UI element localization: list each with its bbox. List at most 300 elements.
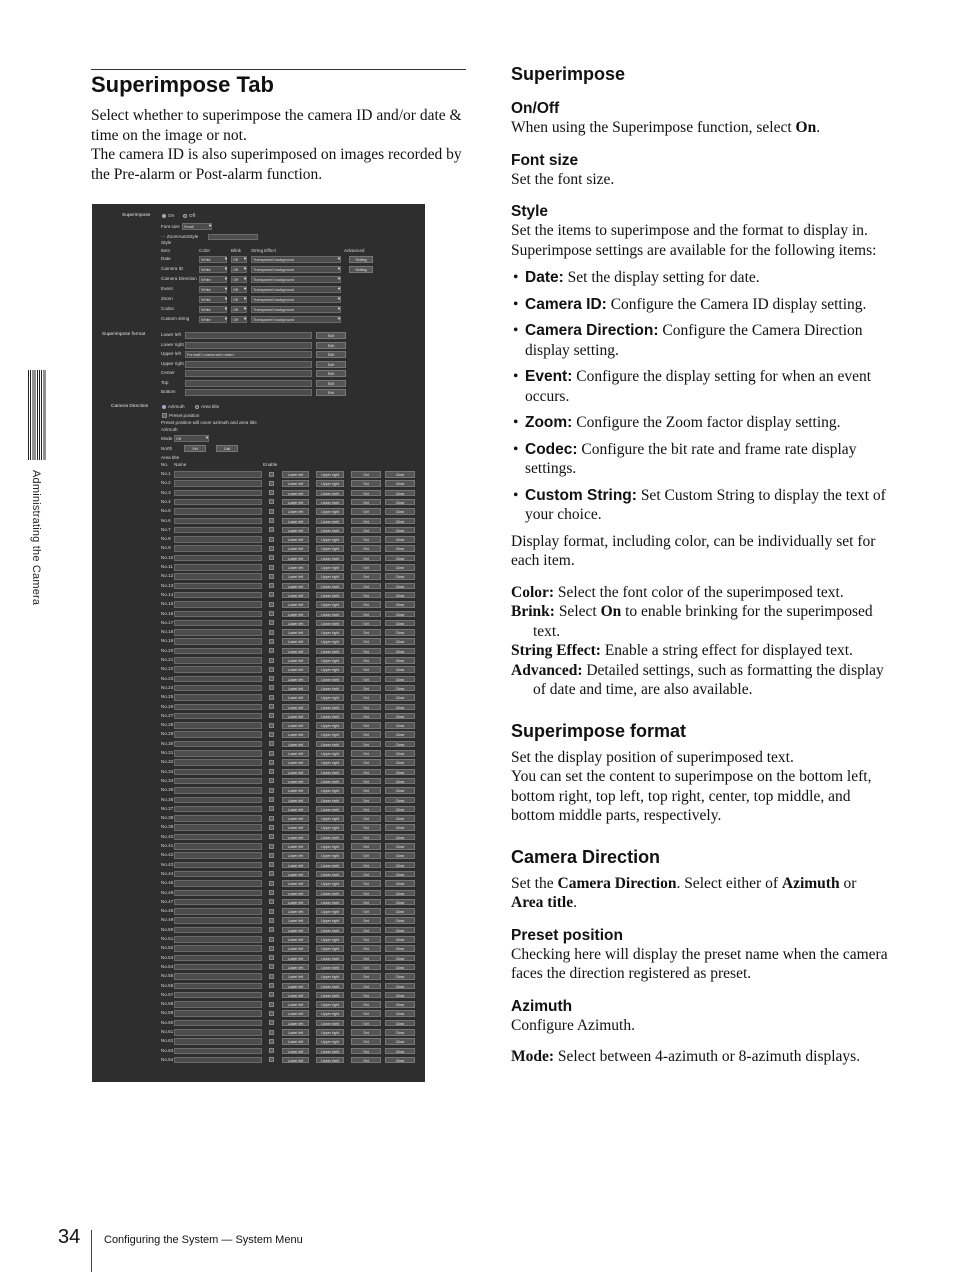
area-row-clear-button[interactable]: Clear	[385, 499, 415, 506]
style-row-blink[interactable]: Off	[231, 276, 247, 283]
area-row-clear-button[interactable]: Clear	[385, 778, 415, 785]
area-row-enable-checkbox[interactable]	[269, 611, 274, 616]
area-row-name-input[interactable]	[174, 545, 262, 552]
area-row-name-input[interactable]	[174, 917, 262, 924]
area-row-clear-button[interactable]: Clear	[385, 657, 415, 664]
area-row-enable-checkbox[interactable]	[269, 639, 274, 644]
area-row-upper-right-button[interactable]: Upper right	[316, 871, 344, 878]
area-row-enable-checkbox[interactable]	[269, 806, 274, 811]
area-row-set-button[interactable]: Set	[351, 471, 381, 478]
area-row-clear-button[interactable]: Clear	[385, 638, 415, 645]
area-row-enable-checkbox[interactable]	[269, 518, 274, 523]
area-row-upper-right-button[interactable]: Upper right	[316, 815, 344, 822]
area-row-upper-right-button[interactable]: Upper right	[316, 480, 344, 487]
area-row-lower-left-button[interactable]: Lower left	[282, 499, 309, 506]
area-row-set-button[interactable]: Set	[351, 973, 381, 980]
area-row-upper-right-button[interactable]: Upper right	[316, 601, 344, 608]
area-row-lower-left-button[interactable]: Lower left	[282, 518, 309, 525]
area-row-set-button[interactable]: Set	[351, 815, 381, 822]
area-row-set-button[interactable]: Set	[351, 713, 381, 720]
area-row-clear-button[interactable]: Clear	[385, 1020, 415, 1027]
area-row-upper-right-button[interactable]: Upper right	[316, 890, 344, 897]
area-row-set-button[interactable]: Set	[351, 648, 381, 655]
area-row-enable-checkbox[interactable]	[269, 676, 274, 681]
area-row-set-button[interactable]: Set	[351, 945, 381, 952]
area-row-name-input[interactable]	[174, 555, 262, 562]
area-row-enable-checkbox[interactable]	[269, 583, 274, 588]
area-row-clear-button[interactable]: Clear	[385, 694, 415, 701]
area-row-clear-button[interactable]: Clear	[385, 806, 415, 813]
area-row-enable-checkbox[interactable]	[269, 955, 274, 960]
format-row-edit-button[interactable]: Edit	[316, 361, 346, 368]
area-row-enable-checkbox[interactable]	[269, 555, 274, 560]
area-row-set-button[interactable]: Set	[351, 499, 381, 506]
area-row-set-button[interactable]: Set	[351, 592, 381, 599]
area-row-lower-left-button[interactable]: Lower left	[282, 629, 309, 636]
area-row-name-input[interactable]	[174, 694, 262, 701]
area-row-enable-checkbox[interactable]	[269, 788, 274, 793]
area-row-clear-button[interactable]: Clear	[385, 722, 415, 729]
area-row-lower-left-button[interactable]: Lower left	[282, 741, 309, 748]
area-row-name-input[interactable]	[174, 787, 262, 794]
area-row-name-input[interactable]	[174, 945, 262, 952]
format-row-input[interactable]	[185, 389, 312, 396]
area-row-lower-left-button[interactable]: Lower left	[282, 471, 309, 478]
area-row-set-button[interactable]: Set	[351, 545, 381, 552]
area-row-enable-checkbox[interactable]	[269, 918, 274, 923]
area-row-upper-right-button[interactable]: Upper right	[316, 620, 344, 627]
area-row-name-input[interactable]	[174, 620, 262, 627]
area-row-set-button[interactable]: Set	[351, 583, 381, 590]
area-row-enable-checkbox[interactable]	[269, 844, 274, 849]
area-row-enable-checkbox[interactable]	[269, 509, 274, 514]
area-row-name-input[interactable]	[174, 964, 262, 971]
area-row-lower-left-button[interactable]: Lower left	[282, 573, 309, 580]
zoom-auto-style-input[interactable]	[208, 234, 258, 240]
area-row-name-input[interactable]	[174, 899, 262, 906]
area-row-set-button[interactable]: Set	[351, 908, 381, 915]
area-row-lower-left-button[interactable]: Lower left	[282, 508, 309, 515]
style-row-effect[interactable]: Transparent background	[251, 296, 341, 303]
area-row-name-input[interactable]	[174, 741, 262, 748]
area-row-enable-checkbox[interactable]	[269, 481, 274, 486]
area-row-upper-right-button[interactable]: Upper right	[316, 471, 344, 478]
area-row-set-button[interactable]: Set	[351, 741, 381, 748]
area-row-lower-left-button[interactable]: Lower left	[282, 815, 309, 822]
area-row-lower-left-button[interactable]: Lower left	[282, 555, 309, 562]
area-row-name-input[interactable]	[174, 583, 262, 590]
area-row-name-input[interactable]	[174, 1020, 262, 1027]
format-row-input[interactable]	[185, 342, 312, 349]
area-row-upper-right-button[interactable]: Upper right	[316, 508, 344, 515]
area-row-enable-checkbox[interactable]	[269, 983, 274, 988]
area-row-enable-checkbox[interactable]	[269, 630, 274, 635]
superimpose-off-radio[interactable]	[183, 214, 187, 218]
area-row-lower-left-button[interactable]: Lower left	[282, 750, 309, 757]
area-row-clear-button[interactable]: Clear	[385, 685, 415, 692]
area-row-lower-left-button[interactable]: Lower left	[282, 992, 309, 999]
area-row-set-button[interactable]: Set	[351, 797, 381, 804]
area-row-set-button[interactable]: Set	[351, 1020, 381, 1027]
area-row-name-input[interactable]	[174, 573, 262, 580]
area-row-lower-left-button[interactable]: Lower left	[282, 601, 309, 608]
style-row-setting-button[interactable]: Setting	[349, 256, 373, 263]
format-row-input[interactable]	[185, 370, 312, 377]
area-row-clear-button[interactable]: Clear	[385, 676, 415, 683]
area-row-clear-button[interactable]: Clear	[385, 852, 415, 859]
area-row-name-input[interactable]	[174, 629, 262, 636]
area-row-clear-button[interactable]: Clear	[385, 936, 415, 943]
area-row-upper-right-button[interactable]: Upper right	[316, 992, 344, 999]
area-row-name-input[interactable]	[174, 1010, 262, 1017]
area-row-set-button[interactable]: Set	[351, 722, 381, 729]
area-row-name-input[interactable]	[174, 499, 262, 506]
style-row-blink[interactable]: Off	[231, 286, 247, 293]
area-row-upper-right-button[interactable]: Upper right	[316, 657, 344, 664]
area-row-clear-button[interactable]: Clear	[385, 964, 415, 971]
area-row-set-button[interactable]: Set	[351, 1048, 381, 1055]
area-row-enable-checkbox[interactable]	[269, 490, 274, 495]
area-row-upper-right-button[interactable]: Upper right	[316, 611, 344, 618]
area-row-set-button[interactable]: Set	[351, 629, 381, 636]
area-row-enable-checkbox[interactable]	[269, 1039, 274, 1044]
area-row-upper-right-button[interactable]: Upper right	[316, 741, 344, 748]
area-row-lower-left-button[interactable]: Lower left	[282, 899, 309, 906]
azimuth-radio[interactable]	[162, 405, 166, 409]
area-row-name-input[interactable]	[174, 955, 262, 962]
area-row-enable-checkbox[interactable]	[269, 937, 274, 942]
area-row-enable-checkbox[interactable]	[269, 760, 274, 765]
preset-position-checkbox[interactable]	[162, 413, 167, 418]
area-row-enable-checkbox[interactable]	[269, 834, 274, 839]
style-row-color[interactable]: White	[199, 286, 227, 293]
area-row-set-button[interactable]: Set	[351, 480, 381, 487]
area-row-clear-button[interactable]: Clear	[385, 536, 415, 543]
area-row-clear-button[interactable]: Clear	[385, 666, 415, 673]
area-row-lower-left-button[interactable]: Lower left	[282, 843, 309, 850]
area-row-upper-right-button[interactable]: Upper right	[316, 955, 344, 962]
area-row-clear-button[interactable]: Clear	[385, 508, 415, 515]
area-row-upper-right-button[interactable]: Upper right	[316, 648, 344, 655]
area-row-upper-right-button[interactable]: Upper right	[316, 694, 344, 701]
area-row-enable-checkbox[interactable]	[269, 1057, 274, 1062]
area-row-name-input[interactable]	[174, 564, 262, 571]
area-row-lower-left-button[interactable]: Lower left	[282, 620, 309, 627]
area-row-upper-right-button[interactable]: Upper right	[316, 880, 344, 887]
area-row-lower-left-button[interactable]: Lower left	[282, 685, 309, 692]
area-row-enable-checkbox[interactable]	[269, 620, 274, 625]
area-row-enable-checkbox[interactable]	[269, 946, 274, 951]
area-row-name-input[interactable]	[174, 797, 262, 804]
area-row-enable-checkbox[interactable]	[269, 778, 274, 783]
area-row-clear-button[interactable]: Clear	[385, 955, 415, 962]
area-row-set-button[interactable]: Set	[351, 852, 381, 859]
style-row-color[interactable]: White	[199, 306, 227, 313]
area-row-name-input[interactable]	[174, 648, 262, 655]
area-row-clear-button[interactable]: Clear	[385, 824, 415, 831]
area-row-upper-right-button[interactable]: Upper right	[316, 499, 344, 506]
area-row-clear-button[interactable]: Clear	[385, 787, 415, 794]
area-row-enable-checkbox[interactable]	[269, 667, 274, 672]
area-row-upper-right-button[interactable]: Upper right	[316, 555, 344, 562]
area-row-name-input[interactable]	[174, 480, 262, 487]
area-row-upper-right-button[interactable]: Upper right	[316, 834, 344, 841]
area-row-clear-button[interactable]: Clear	[385, 601, 415, 608]
area-row-upper-right-button[interactable]: Upper right	[316, 936, 344, 943]
area-row-clear-button[interactable]: Clear	[385, 471, 415, 478]
area-row-name-input[interactable]	[174, 1057, 262, 1064]
area-row-set-button[interactable]: Set	[351, 704, 381, 711]
area-row-enable-checkbox[interactable]	[269, 881, 274, 886]
area-row-name-input[interactable]	[174, 759, 262, 766]
format-row-edit-button[interactable]: Edit	[316, 351, 346, 358]
area-row-set-button[interactable]: Set	[351, 490, 381, 497]
area-row-set-button[interactable]: Set	[351, 536, 381, 543]
area-row-clear-button[interactable]: Clear	[385, 871, 415, 878]
area-row-name-input[interactable]	[174, 824, 262, 831]
style-row-setting-button[interactable]: Setting	[349, 266, 373, 273]
area-row-lower-left-button[interactable]: Lower left	[282, 862, 309, 869]
area-row-name-input[interactable]	[174, 611, 262, 618]
area-row-clear-button[interactable]: Clear	[385, 573, 415, 580]
area-row-upper-right-button[interactable]: Upper right	[316, 1020, 344, 1027]
area-row-upper-right-button[interactable]: Upper right	[316, 564, 344, 571]
format-row-edit-button[interactable]: Edit	[316, 380, 346, 387]
north-call-button[interactable]: Call	[216, 445, 238, 452]
area-row-name-input[interactable]	[174, 704, 262, 711]
area-row-enable-checkbox[interactable]	[269, 602, 274, 607]
area-row-set-button[interactable]: Set	[351, 676, 381, 683]
area-row-enable-checkbox[interactable]	[269, 1030, 274, 1035]
area-row-set-button[interactable]: Set	[351, 880, 381, 887]
area-row-enable-checkbox[interactable]	[269, 685, 274, 690]
style-row-color[interactable]: White	[199, 296, 227, 303]
area-row-clear-button[interactable]: Clear	[385, 1048, 415, 1055]
style-row-effect[interactable]: Transparent background	[251, 266, 341, 273]
area-row-upper-right-button[interactable]: Upper right	[316, 638, 344, 645]
area-row-lower-left-button[interactable]: Lower left	[282, 536, 309, 543]
area-row-clear-button[interactable]: Clear	[385, 908, 415, 915]
area-row-enable-checkbox[interactable]	[269, 537, 274, 542]
area-row-name-input[interactable]	[174, 508, 262, 515]
area-row-lower-left-button[interactable]: Lower left	[282, 824, 309, 831]
area-row-clear-button[interactable]: Clear	[385, 834, 415, 841]
area-row-upper-right-button[interactable]: Upper right	[316, 1029, 344, 1036]
area-row-lower-left-button[interactable]: Lower left	[282, 657, 309, 664]
area-row-lower-left-button[interactable]: Lower left	[282, 759, 309, 766]
area-row-lower-left-button[interactable]: Lower left	[282, 955, 309, 962]
area-row-enable-checkbox[interactable]	[269, 974, 274, 979]
area-row-lower-left-button[interactable]: Lower left	[282, 713, 309, 720]
area-row-set-button[interactable]: Set	[351, 1038, 381, 1045]
area-row-set-button[interactable]: Set	[351, 638, 381, 645]
area-row-clear-button[interactable]: Clear	[385, 1057, 415, 1064]
style-row-color[interactable]: White	[199, 316, 227, 323]
area-row-lower-left-button[interactable]: Lower left	[282, 880, 309, 887]
north-set-button[interactable]: Set	[184, 445, 206, 452]
area-row-name-input[interactable]	[174, 852, 262, 859]
area-row-lower-left-button[interactable]: Lower left	[282, 480, 309, 487]
area-row-upper-right-button[interactable]: Upper right	[316, 750, 344, 757]
area-row-lower-left-button[interactable]: Lower left	[282, 964, 309, 971]
area-row-set-button[interactable]: Set	[351, 824, 381, 831]
style-row-color[interactable]: White	[199, 266, 227, 273]
area-row-set-button[interactable]: Set	[351, 508, 381, 515]
area-row-name-input[interactable]	[174, 722, 262, 729]
area-row-enable-checkbox[interactable]	[269, 899, 274, 904]
area-row-name-input[interactable]	[174, 527, 262, 534]
area-row-upper-right-button[interactable]: Upper right	[316, 1057, 344, 1064]
area-row-set-button[interactable]: Set	[351, 601, 381, 608]
area-row-clear-button[interactable]: Clear	[385, 890, 415, 897]
area-row-name-input[interactable]	[174, 908, 262, 915]
area-row-enable-checkbox[interactable]	[269, 648, 274, 653]
area-row-set-button[interactable]: Set	[351, 694, 381, 701]
area-row-upper-right-button[interactable]: Upper right	[316, 545, 344, 552]
style-row-blink[interactable]: Off	[231, 266, 247, 273]
area-row-name-input[interactable]	[174, 518, 262, 525]
area-row-lower-left-button[interactable]: Lower left	[282, 731, 309, 738]
area-row-lower-left-button[interactable]: Lower left	[282, 564, 309, 571]
area-row-set-button[interactable]: Set	[351, 992, 381, 999]
area-row-name-input[interactable]	[174, 862, 262, 869]
area-row-lower-left-button[interactable]: Lower left	[282, 917, 309, 924]
area-row-lower-left-button[interactable]: Lower left	[282, 797, 309, 804]
style-row-effect[interactable]: Transparent background	[251, 276, 341, 283]
area-row-lower-left-button[interactable]: Lower left	[282, 1010, 309, 1017]
area-row-upper-right-button[interactable]: Upper right	[316, 573, 344, 580]
area-row-name-input[interactable]	[174, 1038, 262, 1045]
area-row-clear-button[interactable]: Clear	[385, 490, 415, 497]
area-title-radio[interactable]	[195, 405, 199, 409]
area-row-set-button[interactable]: Set	[351, 564, 381, 571]
format-row-edit-button[interactable]: Edit	[316, 370, 346, 377]
area-row-clear-button[interactable]: Clear	[385, 1038, 415, 1045]
area-row-enable-checkbox[interactable]	[269, 741, 274, 746]
area-row-clear-button[interactable]: Clear	[385, 480, 415, 487]
area-row-enable-checkbox[interactable]	[269, 751, 274, 756]
area-row-upper-right-button[interactable]: Upper right	[316, 685, 344, 692]
area-row-enable-checkbox[interactable]	[269, 723, 274, 728]
area-row-clear-button[interactable]: Clear	[385, 1010, 415, 1017]
area-row-upper-right-button[interactable]: Upper right	[316, 843, 344, 850]
area-row-clear-button[interactable]: Clear	[385, 648, 415, 655]
area-row-clear-button[interactable]: Clear	[385, 592, 415, 599]
format-row-input[interactable]: FormatD:<cameraid><date>	[185, 351, 312, 358]
format-row-edit-button[interactable]: Edit	[316, 389, 346, 396]
area-row-name-input[interactable]	[174, 936, 262, 943]
area-row-enable-checkbox[interactable]	[269, 499, 274, 504]
format-row-input[interactable]	[185, 380, 312, 387]
area-row-clear-button[interactable]: Clear	[385, 843, 415, 850]
area-row-enable-checkbox[interactable]	[269, 964, 274, 969]
area-row-clear-button[interactable]: Clear	[385, 815, 415, 822]
area-row-name-input[interactable]	[174, 1029, 262, 1036]
area-row-name-input[interactable]	[174, 769, 262, 776]
area-row-lower-left-button[interactable]: Lower left	[282, 890, 309, 897]
area-row-lower-left-button[interactable]: Lower left	[282, 871, 309, 878]
area-row-lower-left-button[interactable]: Lower left	[282, 983, 309, 990]
area-row-clear-button[interactable]: Clear	[385, 518, 415, 525]
area-row-enable-checkbox[interactable]	[269, 1048, 274, 1053]
area-row-enable-checkbox[interactable]	[269, 1002, 274, 1007]
area-row-enable-checkbox[interactable]	[269, 769, 274, 774]
area-row-clear-button[interactable]: Clear	[385, 973, 415, 980]
area-row-clear-button[interactable]: Clear	[385, 583, 415, 590]
area-row-name-input[interactable]	[174, 871, 262, 878]
area-row-upper-right-button[interactable]: Upper right	[316, 852, 344, 859]
area-row-lower-left-button[interactable]: Lower left	[282, 834, 309, 841]
area-row-upper-right-button[interactable]: Upper right	[316, 1038, 344, 1045]
area-row-clear-button[interactable]: Clear	[385, 983, 415, 990]
area-row-set-button[interactable]: Set	[351, 936, 381, 943]
area-row-enable-checkbox[interactable]	[269, 992, 274, 997]
area-row-set-button[interactable]: Set	[351, 685, 381, 692]
area-row-lower-left-button[interactable]: Lower left	[282, 666, 309, 673]
area-row-set-button[interactable]: Set	[351, 620, 381, 627]
area-row-set-button[interactable]: Set	[351, 1057, 381, 1064]
area-row-set-button[interactable]: Set	[351, 927, 381, 934]
area-row-enable-checkbox[interactable]	[269, 732, 274, 737]
area-row-enable-checkbox[interactable]	[269, 1011, 274, 1016]
area-row-enable-checkbox[interactable]	[269, 658, 274, 663]
area-row-upper-right-button[interactable]: Upper right	[316, 797, 344, 804]
area-row-lower-left-button[interactable]: Lower left	[282, 927, 309, 934]
area-row-upper-right-button[interactable]: Upper right	[316, 778, 344, 785]
area-row-name-input[interactable]	[174, 992, 262, 999]
area-row-set-button[interactable]: Set	[351, 917, 381, 924]
area-row-enable-checkbox[interactable]	[269, 871, 274, 876]
area-row-lower-left-button[interactable]: Lower left	[282, 769, 309, 776]
area-row-set-button[interactable]: Set	[351, 666, 381, 673]
mode-select[interactable]: Off	[174, 435, 209, 442]
area-row-upper-right-button[interactable]: Upper right	[316, 629, 344, 636]
area-row-upper-right-button[interactable]: Upper right	[316, 713, 344, 720]
area-row-upper-right-button[interactable]: Upper right	[316, 666, 344, 673]
area-row-upper-right-button[interactable]: Upper right	[316, 490, 344, 497]
area-row-clear-button[interactable]: Clear	[385, 704, 415, 711]
area-row-upper-right-button[interactable]: Upper right	[316, 862, 344, 869]
area-row-enable-checkbox[interactable]	[269, 927, 274, 932]
format-row-edit-button[interactable]: Edit	[316, 332, 346, 339]
area-row-lower-left-button[interactable]: Lower left	[282, 592, 309, 599]
area-row-clear-button[interactable]: Clear	[385, 564, 415, 571]
area-row-clear-button[interactable]: Clear	[385, 917, 415, 924]
area-row-enable-checkbox[interactable]	[269, 565, 274, 570]
area-row-name-input[interactable]	[174, 601, 262, 608]
area-row-name-input[interactable]	[174, 890, 262, 897]
area-row-name-input[interactable]	[174, 1048, 262, 1055]
area-row-upper-right-button[interactable]: Upper right	[316, 759, 344, 766]
area-row-name-input[interactable]	[174, 880, 262, 887]
area-row-clear-button[interactable]: Clear	[385, 862, 415, 869]
area-row-name-input[interactable]	[174, 973, 262, 980]
style-row-color[interactable]: White	[199, 276, 227, 283]
area-row-upper-right-button[interactable]: Upper right	[316, 731, 344, 738]
area-row-upper-right-button[interactable]: Upper right	[316, 769, 344, 776]
area-row-set-button[interactable]: Set	[351, 657, 381, 664]
area-row-enable-checkbox[interactable]	[269, 862, 274, 867]
area-row-clear-button[interactable]: Clear	[385, 555, 415, 562]
format-row-input[interactable]	[185, 361, 312, 368]
area-row-enable-checkbox[interactable]	[269, 546, 274, 551]
area-row-upper-right-button[interactable]: Upper right	[316, 899, 344, 906]
area-row-name-input[interactable]	[174, 657, 262, 664]
style-row-blink[interactable]: Off	[231, 316, 247, 323]
area-row-lower-left-button[interactable]: Lower left	[282, 778, 309, 785]
area-row-enable-checkbox[interactable]	[269, 825, 274, 830]
area-row-lower-left-button[interactable]: Lower left	[282, 908, 309, 915]
